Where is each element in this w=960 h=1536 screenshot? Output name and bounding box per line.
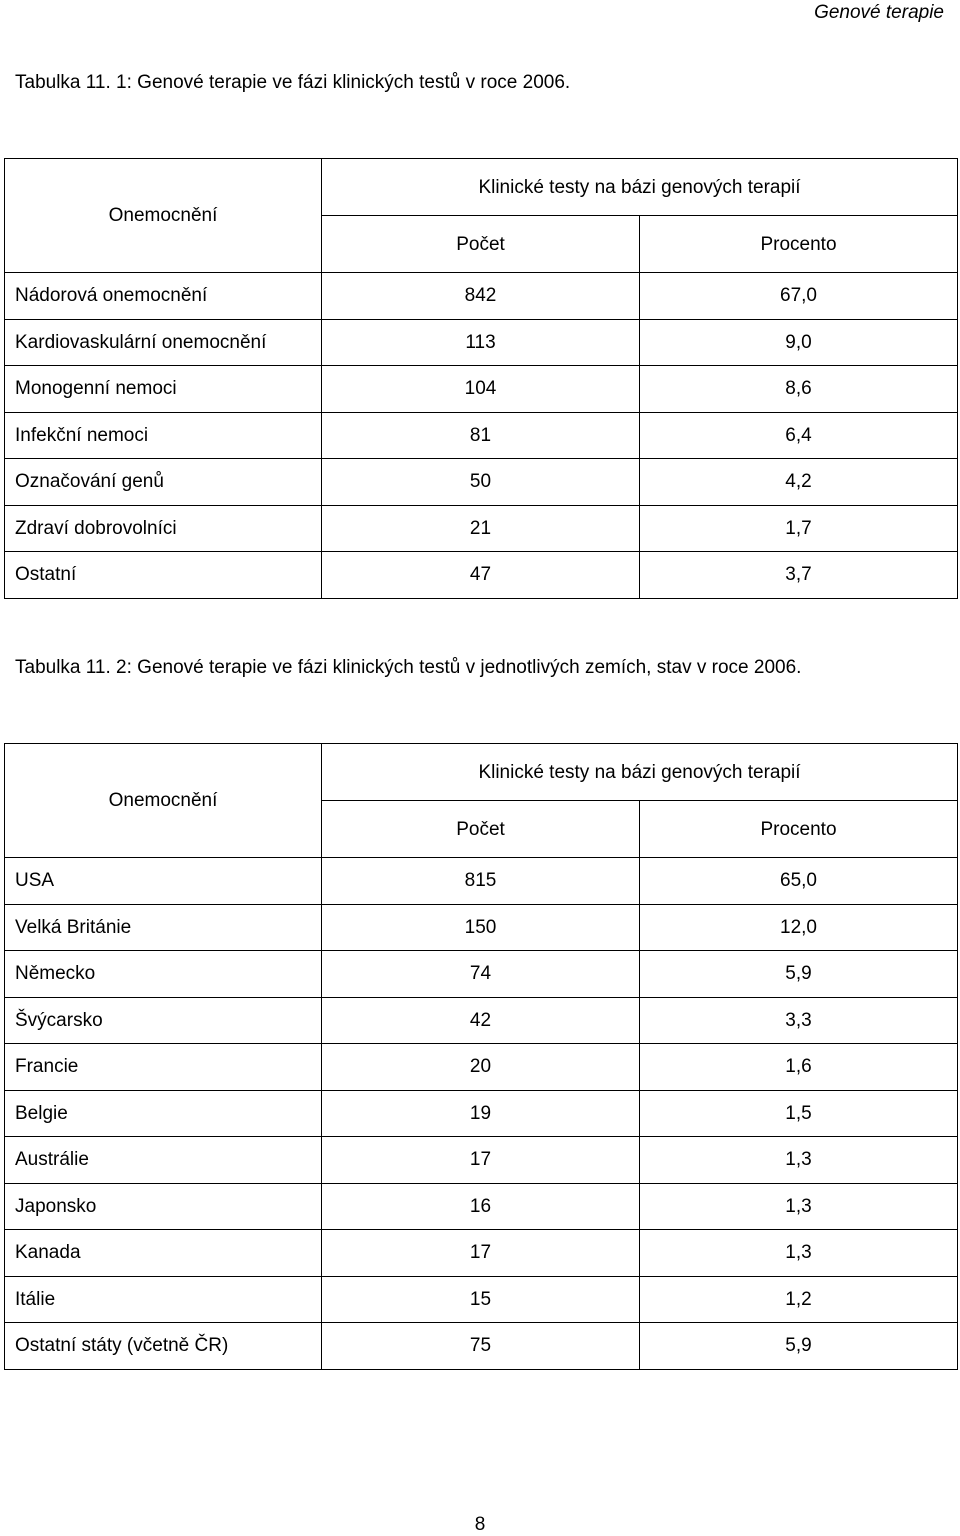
- row-count: 21: [322, 505, 640, 552]
- row-percent: 65,0: [640, 858, 958, 905]
- table1-caption: Tabulka 11. 1: Genové terapie ve fázi klinických testů v roce 2006.: [15, 72, 571, 93]
- table-row: [5, 273, 958, 320]
- table1-header-count: Počet: [322, 216, 640, 273]
- table2-header-group: Klinické testy na bázi genových terapií: [322, 744, 958, 801]
- row-label: Německo: [5, 951, 322, 998]
- row-count: 19: [322, 1090, 640, 1137]
- row-count: 150: [322, 904, 640, 951]
- row-percent: 1,3: [640, 1137, 958, 1184]
- table-row: [5, 366, 958, 413]
- row-label: Itálie: [5, 1276, 322, 1323]
- row-count: 815: [322, 858, 640, 905]
- row-count: 20: [322, 1044, 640, 1091]
- row-label: Ostatní státy (včetně ČR): [5, 1323, 322, 1370]
- table-row: [5, 505, 958, 552]
- table-row: [5, 1276, 958, 1323]
- table-row: [5, 1183, 958, 1230]
- row-percent: 4,2: [640, 459, 958, 506]
- table-row: [5, 1323, 958, 1370]
- row-count: 47: [322, 552, 640, 599]
- row-count: 15: [322, 1276, 640, 1323]
- row-count: 104: [322, 366, 640, 413]
- row-label: Austrálie: [5, 1137, 322, 1184]
- row-label: Francie: [5, 1044, 322, 1091]
- row-label: Zdraví dobrovolníci: [5, 505, 322, 552]
- table1-header-percent: Procento: [640, 216, 958, 273]
- table-row: [5, 319, 958, 366]
- table-row: [5, 1230, 958, 1277]
- row-percent: 67,0: [640, 273, 958, 320]
- row-label: Infekční nemoci: [5, 412, 322, 459]
- row-count: 81: [322, 412, 640, 459]
- table-row: [5, 1137, 958, 1184]
- row-label: Ostatní: [5, 552, 322, 599]
- row-percent: 5,9: [640, 1323, 958, 1370]
- row-count: 842: [322, 273, 640, 320]
- row-percent: 1,6: [640, 1044, 958, 1091]
- table-gene-therapy-by-country: [4, 743, 958, 1370]
- row-percent: 3,7: [640, 552, 958, 599]
- table-row: [5, 858, 958, 905]
- table2-body: [5, 744, 958, 1370]
- running-header: Genové terapie: [814, 2, 944, 23]
- table2-header-percent: Procento: [640, 801, 958, 858]
- row-percent: 1,5: [640, 1090, 958, 1137]
- row-count: 113: [322, 319, 640, 366]
- row-count: 42: [322, 997, 640, 1044]
- table-row: [5, 997, 958, 1044]
- table-row: [5, 1090, 958, 1137]
- table-row: [5, 904, 958, 951]
- row-count: 17: [322, 1137, 640, 1184]
- row-label: USA: [5, 858, 322, 905]
- table-gene-therapy-by-disease: [4, 158, 958, 599]
- table1-header-disease: Onemocnění: [5, 159, 322, 273]
- row-percent: 1,3: [640, 1230, 958, 1277]
- row-label: Nádorová onemocnění: [5, 273, 322, 320]
- row-count: 74: [322, 951, 640, 998]
- table1-header-group: Klinické testy na bázi genových terapií: [322, 159, 958, 216]
- row-label: Monogenní nemoci: [5, 366, 322, 413]
- table-row: [5, 459, 958, 506]
- table-row: [5, 552, 958, 599]
- row-percent: 8,6: [640, 366, 958, 413]
- table-row: [5, 412, 958, 459]
- table2-header-row: [5, 744, 958, 801]
- row-percent: 12,0: [640, 904, 958, 951]
- row-label: Označování genů: [5, 459, 322, 506]
- table2-header-disease: Onemocnění: [5, 744, 322, 858]
- row-count: 17: [322, 1230, 640, 1277]
- row-percent: 1,2: [640, 1276, 958, 1323]
- row-percent: 1,3: [640, 1183, 958, 1230]
- row-percent: 9,0: [640, 319, 958, 366]
- row-percent: 6,4: [640, 412, 958, 459]
- row-percent: 3,3: [640, 997, 958, 1044]
- table2-header-count: Počet: [322, 801, 640, 858]
- page-number: 8: [474, 1514, 486, 1535]
- table2-caption: Tabulka 11. 2: Genové terapie ve fázi klinických testů v jednotlivých zemích, stav v roce 2006.: [15, 657, 802, 678]
- row-count: 16: [322, 1183, 640, 1230]
- row-label: Kardiovaskulární onemocnění: [5, 319, 322, 366]
- row-label: Velká Británie: [5, 904, 322, 951]
- row-percent: 1,7: [640, 505, 958, 552]
- row-count: 75: [322, 1323, 640, 1370]
- row-label: Japonsko: [5, 1183, 322, 1230]
- row-count: 50: [322, 459, 640, 506]
- table-row: [5, 951, 958, 998]
- row-label: Kanada: [5, 1230, 322, 1277]
- table1-header-row: [5, 159, 958, 216]
- row-label: Belgie: [5, 1090, 322, 1137]
- row-percent: 5,9: [640, 951, 958, 998]
- table-row: [5, 1044, 958, 1091]
- table1-body: [5, 159, 958, 599]
- row-label: Švýcarsko: [5, 997, 322, 1044]
